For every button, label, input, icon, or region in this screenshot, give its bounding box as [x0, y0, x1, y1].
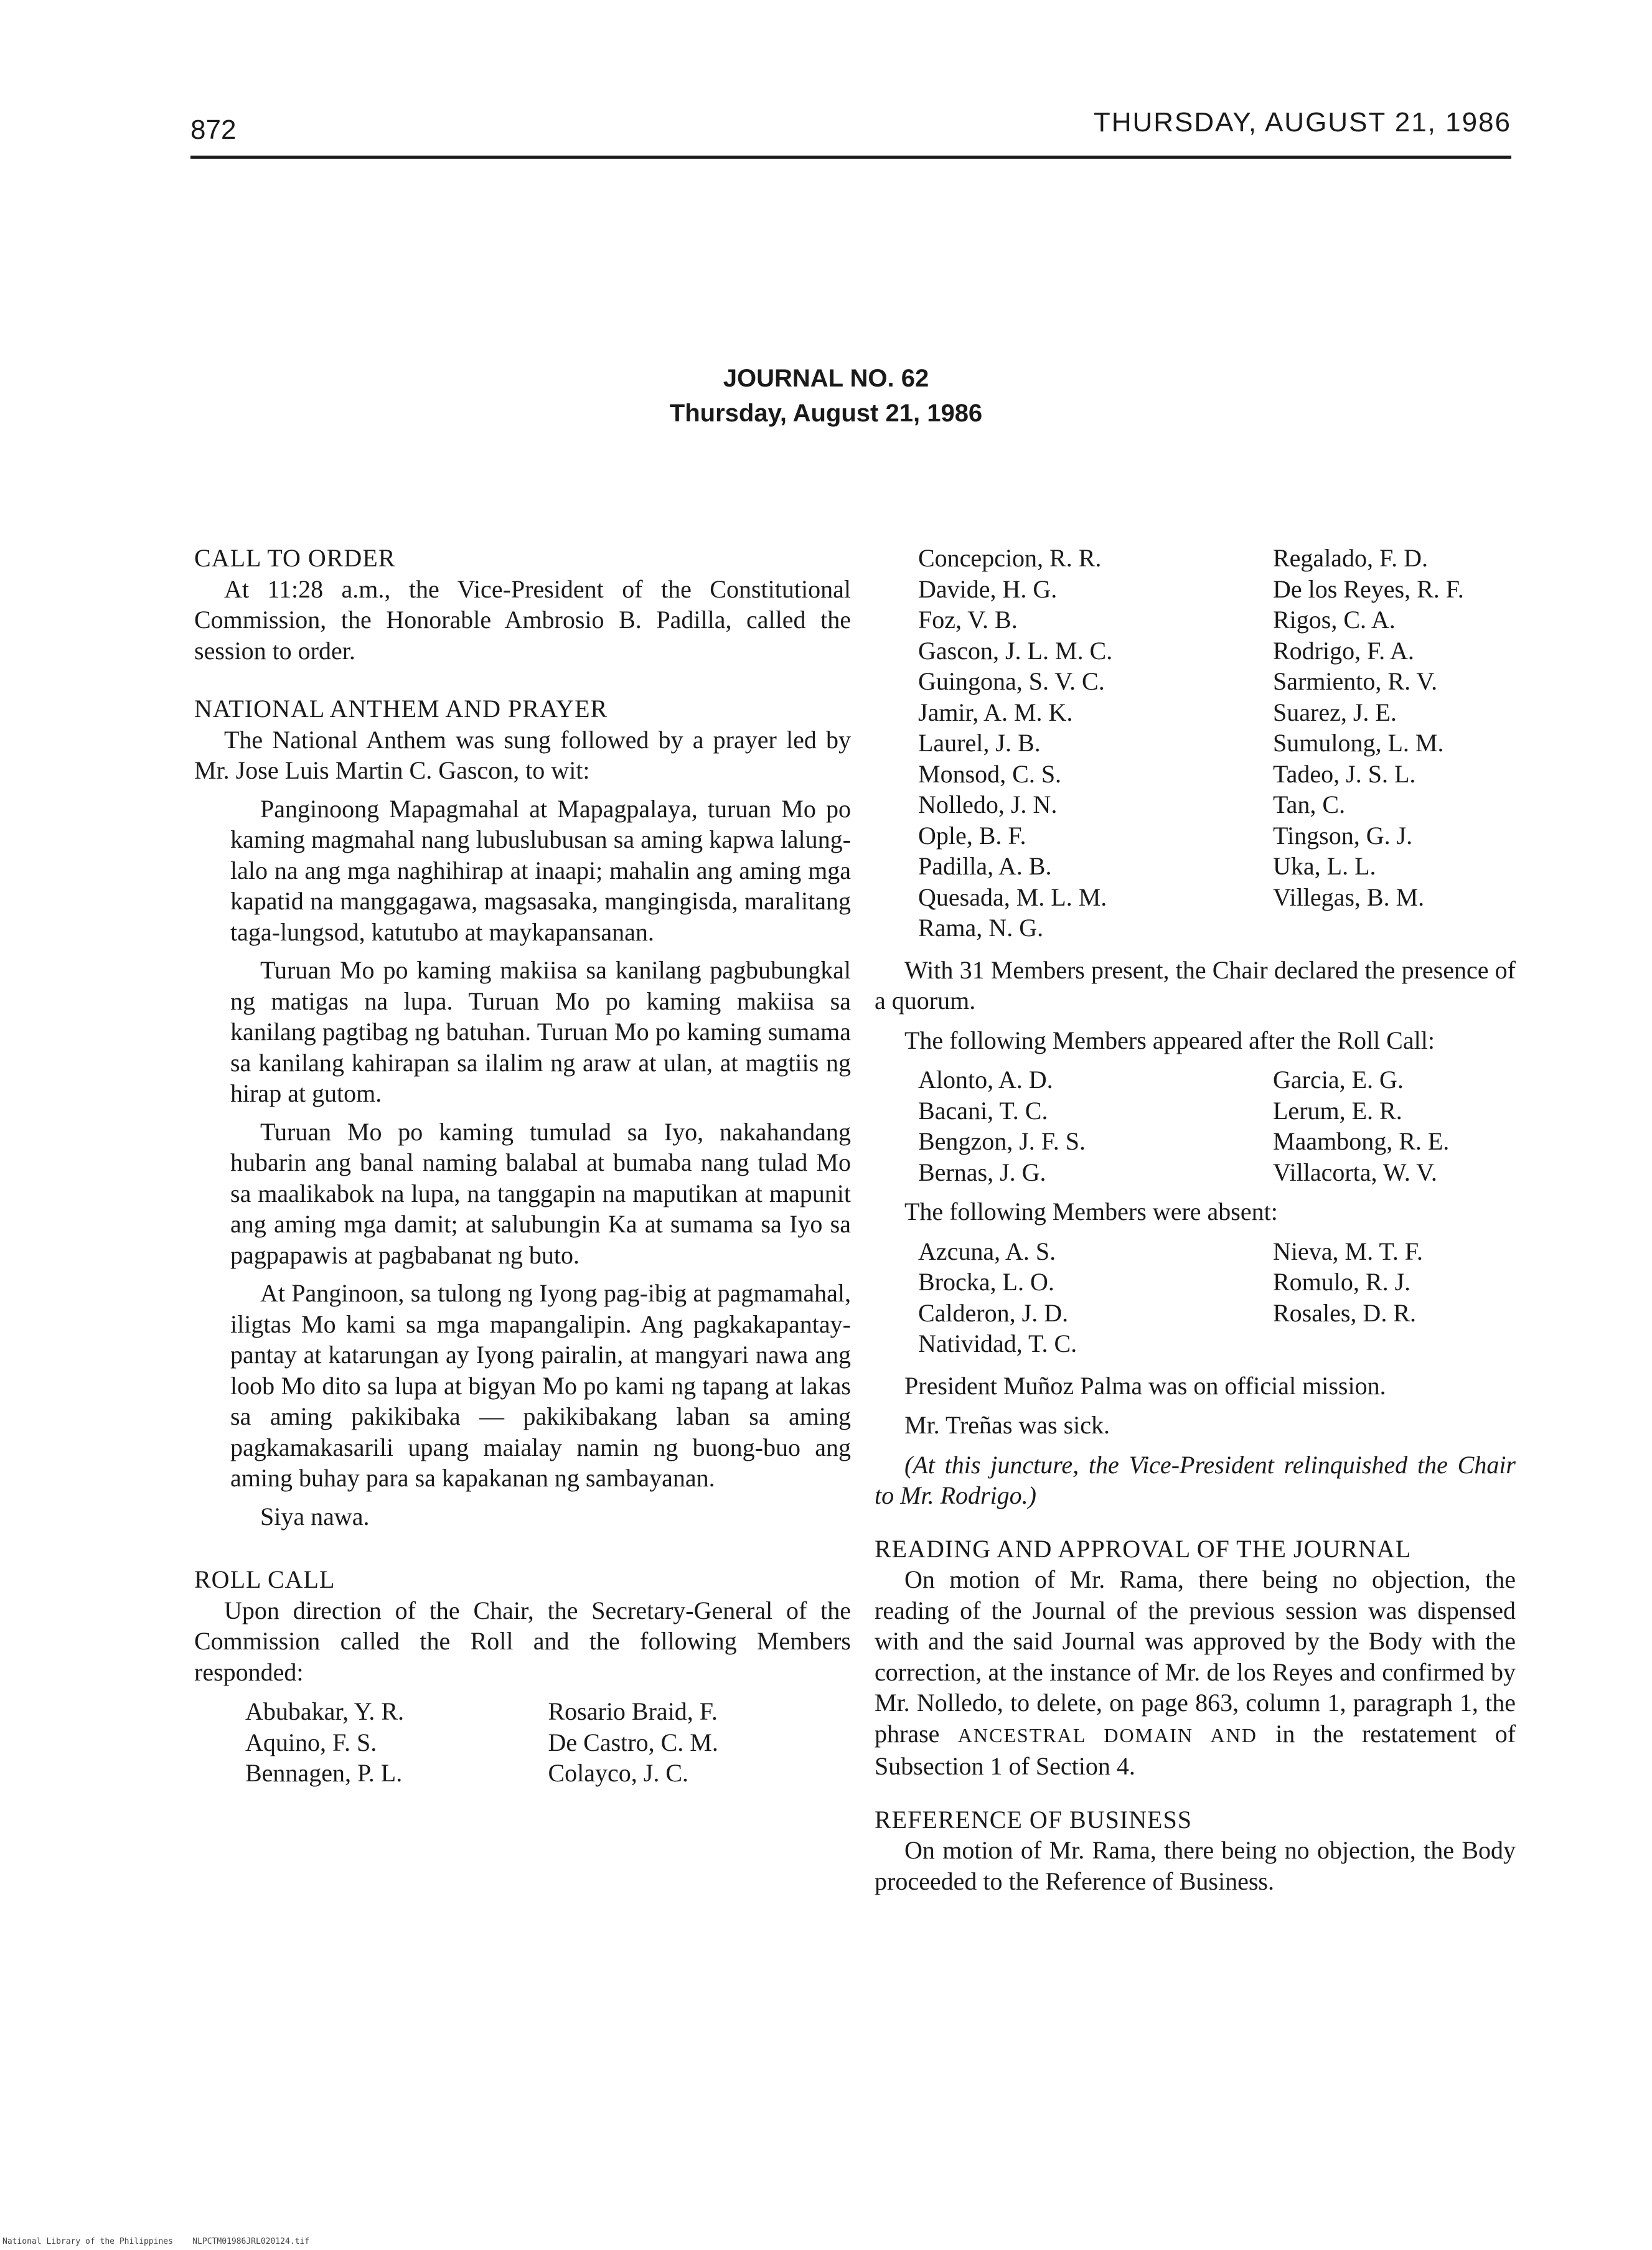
member-name: Guingona, S. V. C. [918, 667, 1105, 695]
member-name: Tadeo, J. S. L. [1273, 759, 1416, 788]
name-list [918, 1236, 1217, 1359]
member-name: Romulo, R. J. [1273, 1268, 1411, 1296]
member-name: Padilla, A. B. [918, 852, 1052, 880]
member-name: Rosario Braid, F. [548, 1697, 718, 1725]
anthem-intro: The National Anthem was sung followed by a prayer led by Mr. Jose Luis Martin C. Gascon, to wit: [194, 725, 851, 784]
reading-text [875, 1564, 1516, 1782]
member-name: Rigos, C. A. [1273, 606, 1396, 634]
member-name: Uka, L. L. [1273, 852, 1376, 880]
call-to-order-text: At 11:28 a.m., the Vice-President of the Constitutional Commission, the Honorable Ambrosio B. Padilla, called the session to order. [194, 574, 851, 665]
member-name: Rama, N. G. [918, 914, 1044, 942]
name-list [1217, 1236, 1516, 1359]
member-name: Davide, H. G. [918, 574, 1058, 603]
left-column [194, 543, 851, 1789]
member-name: Nieva, M. T. F. [1273, 1237, 1423, 1265]
juncture-note: (At this juncture, the Vice-President relinquished the Chair to Mr. Rodrigo.) [875, 1450, 1516, 1509]
absent-intro: The following Members were absent: [904, 1198, 1278, 1226]
reference-heading: REFERENCE OF BUSINESS [875, 1805, 1192, 1834]
name-list [918, 1064, 1217, 1188]
running-head: THURSDAY, AUGUST 21, 1986 [1093, 107, 1511, 138]
journal-date: Thursday, August 21, 1986 [669, 400, 983, 427]
member-name: Villacorta, W. V. [1273, 1158, 1437, 1186]
reading-heading: READING AND APPROVAL OF THE JOURNAL [875, 1534, 1412, 1563]
absent-names [875, 1236, 1516, 1359]
member-name: Rodrigo, F. A. [1273, 636, 1414, 665]
header-rule [190, 156, 1511, 159]
name-list [1217, 1064, 1516, 1188]
member-name: Tan, C. [1273, 790, 1346, 818]
prayer-paragraph: Turuan Mo po kaming makiisa sa kanilang pagbubungkal ng matigas na lupa. Turuan Mo po kaming makiisa sa kanilang pagtibag ng batuhan. Turuan Mo po kaming sumama sa kanilang kahirapan sa ilalim ng araw at ulan, at magtiis ng hirap at gutom. [230, 956, 851, 1107]
after-roll-names [875, 1064, 1516, 1188]
roll-call-intro: Upon direction of the Chair, the Secretary-General of the Commission called the Roll and the following Members responded: [194, 1596, 851, 1686]
footer-file: NLPCTM01986JRL020124.tif [192, 2237, 310, 2246]
member-name: Concepcion, R. R. [918, 544, 1102, 572]
member-name: Suarez, J. E. [1273, 698, 1397, 726]
name-list [548, 1696, 852, 1789]
member-name: Jamir, A. M. K. [918, 698, 1073, 726]
member-name: Foz, V. B. [918, 606, 1018, 634]
right-column [875, 543, 1516, 1896]
member-name: De los Reyes, R. F. [1273, 574, 1464, 603]
prayer-paragraph: At Panginoon, sa tulong ng Iyong pag-ibig at pagmamahal, iligtas Mo kami sa mga mapangalipin. Ang pagkakapantay-pantay at katarungan ay Iyong pairalin, at mangyari nawa ang loob Mo dito sa lupa at bigyan Mo po kami ng tapang at lakas sa aming pakikibaka — pakikibakang laban sa aming pagkamakasarili upang maialay namin ng buong-buo ang aming buhay para sa kapakanan ng sambayanan. [230, 1279, 851, 1492]
anthem-heading: NATIONAL ANTHEM AND PRAYER [194, 695, 608, 723]
page-number: 872 [190, 115, 237, 145]
footer-library: National Library of the Philippines [2, 2237, 173, 2246]
roll-call-names-right [875, 543, 1516, 944]
name-list [1217, 543, 1516, 944]
roll-call-heading: ROLL CALL [194, 1565, 336, 1593]
member-name: Regalado, F. D. [1273, 544, 1428, 572]
sick-note: Mr. Treñas was sick. [904, 1411, 1110, 1439]
member-name: Villegas, B. M. [1273, 883, 1425, 911]
footer-note [2, 2237, 309, 2246]
member-name: Calderon, J. D. [918, 1298, 1069, 1327]
after-roll-intro: The following Members appeared after the Roll Call: [904, 1026, 1435, 1054]
name-list [245, 1696, 548, 1789]
member-name: Garcia, E. G. [1273, 1066, 1404, 1094]
member-name: Gascon, J. L. M. C. [918, 636, 1113, 665]
roll-call-names-left [194, 1696, 851, 1789]
name-list [918, 543, 1217, 944]
member-name: Abubakar, Y. R. [245, 1697, 405, 1725]
member-name: Alonto, A. D. [918, 1066, 1053, 1094]
member-name: Azcuna, A. S. [918, 1237, 1056, 1265]
member-name: Bacani, T. C. [918, 1096, 1048, 1125]
member-name: De Castro, C. M. [548, 1728, 718, 1756]
member-name: Ople, B. F. [918, 821, 1026, 850]
member-name: Colayco, J. C. [548, 1759, 689, 1787]
quorum-text: With 31 Members present, the Chair declared the presence of a quorum. [875, 955, 1516, 1015]
member-name: Lerum, E. R. [1273, 1096, 1402, 1125]
member-name: Nolledo, J. N. [918, 790, 1058, 818]
member-name: Bernas, J. G. [918, 1158, 1046, 1186]
reading-text-before: On motion of Mr. Rama, there being no objection, the reading of the Journal of the previous session was dispensed with and the said Journal was approved by the Body with the correction, at the instance of Mr. de los Reyes and confirmed by Mr. Nolledo, to delete, on page 863, column 1, paragraph 1, the phrase [875, 1565, 1516, 1748]
prayer-paragraph: Turuan Mo po kaming tumulad sa Iyo, nakahandang hubarin ang banal naming balabal at bumaba nang tulad Mo sa maalikabok na lupa, na tanggapin na maputikan at mapunit ang aming mga damit; at salubungin Ka at sumama sa Iyo sa pagpapawis at pagbabanat ng buto. [230, 1117, 851, 1269]
member-name: Brocka, L. O. [918, 1268, 1054, 1296]
reference-text: On motion of Mr. Rama, there being no objection, the Body proceeded to the Reference of Business. [875, 1836, 1516, 1895]
member-name: Sumulong, L. M. [1273, 729, 1444, 757]
president-note: President Muñoz Palma was on official mission. [904, 1371, 1386, 1400]
member-name: Maambong, R. E. [1273, 1127, 1450, 1155]
reading-text-after: in the restatement of Subsection 1 of Section 4. [875, 1719, 1516, 1780]
reading-phrase: ANCESTRAL DOMAIN AND [957, 1723, 1257, 1746]
prayer-closing: Siya nawa. [260, 1502, 370, 1530]
journal-number: JOURNAL NO. 62 [723, 365, 929, 392]
member-name: Bennagen, P. L. [245, 1759, 403, 1787]
member-name: Sarmiento, R. V. [1273, 667, 1438, 695]
member-name: Aquino, F. S. [245, 1728, 377, 1756]
member-name: Quesada, M. L. M. [918, 883, 1107, 911]
member-name: Bengzon, J. F. S. [918, 1127, 1086, 1155]
call-to-order-heading: CALL TO ORDER [194, 544, 396, 572]
member-name: Tingson, G. J. [1273, 821, 1413, 850]
member-name: Rosales, D. R. [1273, 1298, 1416, 1327]
member-name: Laurel, J. B. [918, 729, 1041, 757]
member-name: Monsod, C. S. [918, 759, 1062, 788]
prayer-paragraph: Panginoong Mapagmahal at Mapagpalaya, turuan Mo po kaming magmahal nang lubuslubusan sa aming kapwa lalung-lalo na ang mga naghihirap at inaapi; mahalin ang aming mga kapatid na manggagawa, magsasaka, mangingisda, maralitang taga-lungsod, katutubo at maykapansanan. [230, 794, 851, 946]
member-name: Natividad, T. C. [918, 1329, 1077, 1357]
